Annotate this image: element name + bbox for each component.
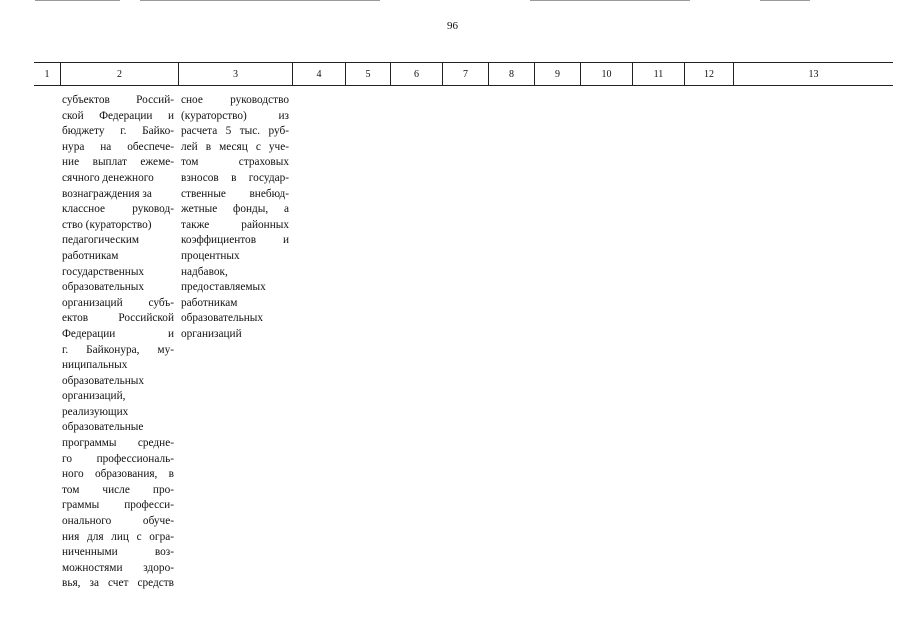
column-2-text [62,93,174,592]
header-cell-4: 4 [292,63,345,85]
column-2-line: образовательные [62,421,144,434]
header-cell-3: 3 [178,63,292,85]
scan-edge-top-right [760,0,810,1]
column-3-line: ственные внебюд- [181,187,289,200]
column-3-line: также районных [181,218,289,231]
column-2-line: государственных [62,265,145,278]
column-3-line: предоставляемых [181,281,266,294]
column-2-line: образовательных [62,281,145,294]
column-2-line: ской Федерации и [62,109,174,122]
column-2-line: ниципальных [62,359,128,372]
page-number: 96 [447,20,458,32]
column-3-line: (кураторство) из [181,109,289,122]
column-2-line: реализующих [62,405,129,418]
column-2-line: вья, за счет средств [62,577,174,590]
column-2-line: работникам [62,249,119,262]
column-2-line: бюджету г. Байко- [62,125,174,138]
column-2-line: ектов Российской [62,312,174,325]
column-3-line: коэффициентов и [181,234,289,247]
column-2-line: можностями здоро- [62,561,174,574]
column-3-text [181,93,289,343]
header-cell-10: 10 [580,63,632,85]
header-cell-8: 8 [488,63,534,85]
column-3-line: образовательных [181,312,264,325]
column-2-line: Федерации и [62,327,174,340]
header-cell-6: 6 [390,63,442,85]
column-3-line: том страховых [181,156,289,169]
column-2-line: программы средне- [62,437,174,450]
column-2-line: организаций субъ- [62,296,174,309]
column-3-line: расчета 5 тыс. руб- [181,125,289,138]
column-2-line: граммы професси- [62,499,174,512]
column-3-line: организаций [181,327,242,340]
header-cell-12: 12 [684,63,733,85]
column-2-line: ние выплат ежеме- [62,156,174,169]
column-2-line: онального обуче- [62,515,174,528]
header-cell-9: 9 [534,63,580,85]
header-cell-11: 11 [632,63,684,85]
column-number-header-row [34,62,893,86]
column-2-line: субъектов Россий- [62,94,174,106]
header-cell-1: 1 [44,68,50,80]
column-2-line: образовательных [62,374,145,387]
column-2-line: ного образования, в [62,468,174,481]
header-cell-13: 13 [733,63,893,85]
column-2-line: ния для лиц с огра- [62,530,174,543]
column-2-line: го профессиональ- [62,452,174,465]
column-2-line: педагогическим [62,234,140,247]
column-2-line: нура на обеспече- [62,140,174,153]
column-3-line: работникам [181,296,238,309]
column-2-line: том числе про- [62,483,174,496]
column-2-line: организаций, [62,390,126,403]
header-cell-7: 7 [442,63,488,85]
scan-edge-top-center-right [530,0,690,1]
column-2-line: сячного денежного [62,171,154,184]
header-cell-5: 5 [345,63,390,85]
column-2-line: г. Байконура, му- [62,343,174,356]
column-3-line: надбавок, [181,265,228,278]
header-cell-2: 2 [60,63,178,85]
column-3-line: сное руководство [181,94,289,106]
column-2-line: вознаграждения за [62,187,152,200]
column-2-line: ниченными воз- [62,546,174,559]
column-3-line: взносов в государ- [181,171,289,184]
column-2-line: классное руковод- [62,203,174,216]
column-3-line: жетные фонды, а [181,203,289,216]
column-2-line: ство (кураторство) [62,218,152,231]
column-3-line: лей в месяц с уче- [181,140,289,153]
column-3-line: процентных [181,249,240,262]
scan-edge-top-left [35,0,120,1]
scan-edge-top-center-left [140,0,380,1]
